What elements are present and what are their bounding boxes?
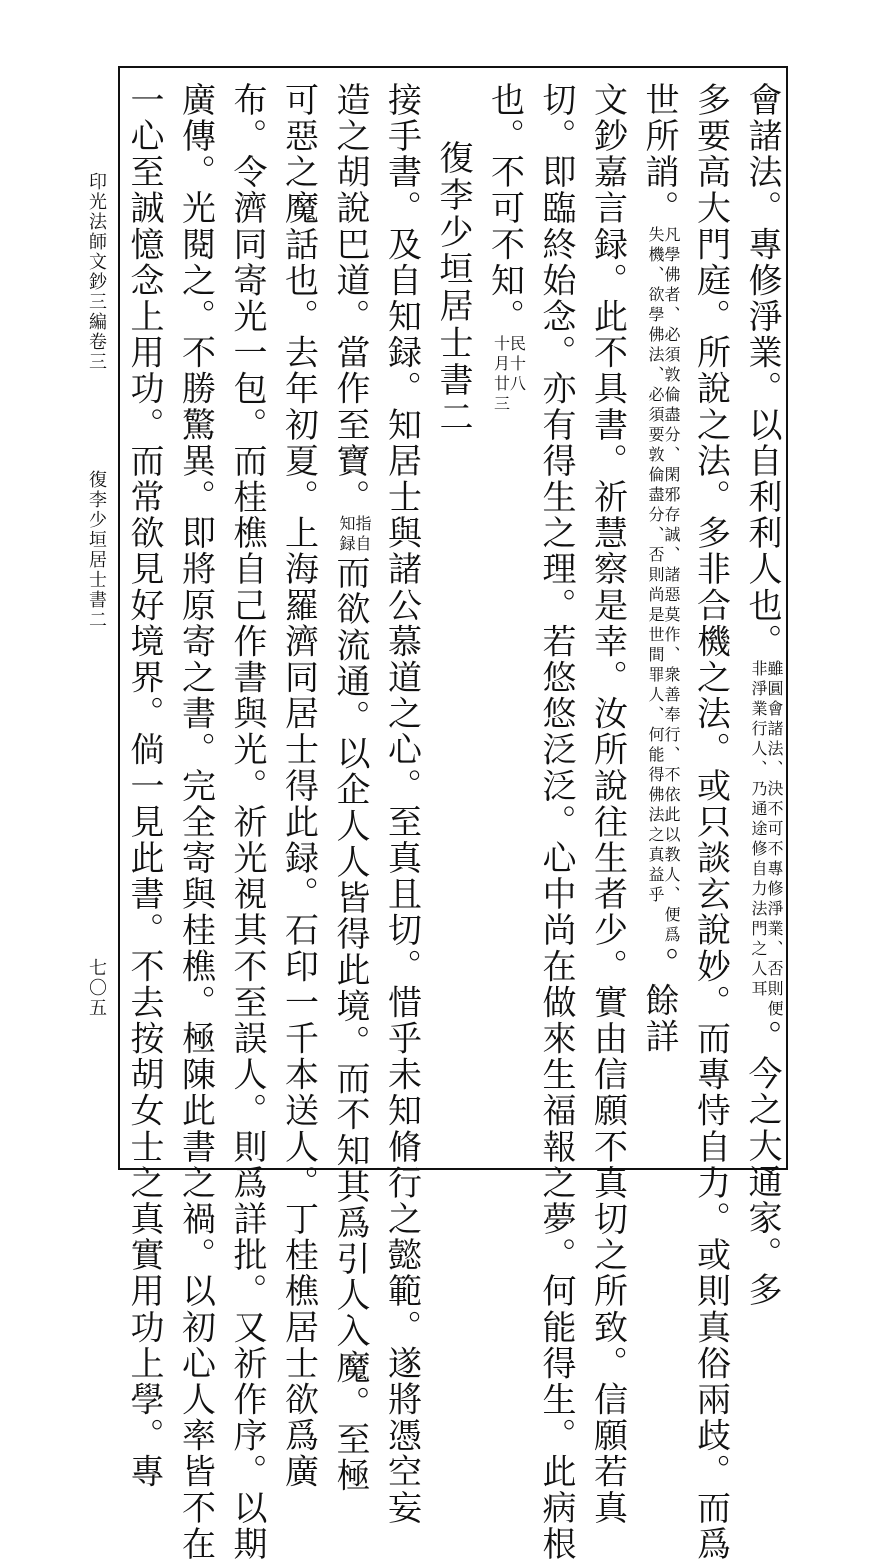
note-line: 凡學佛者、必須敦倫盡分、閑邪存誠、諸惡莫作、衆善奉行、不依此以教人、便爲 [662,226,681,947]
text-column [742,82,784,1309]
text-run: 接手書。及自知録。知居士與諸公慕道之心。至真且切。惜乎未知脩行之懿範。遂將憑空妄 [381,82,422,1526]
note-line: 知録 [337,515,356,556]
text-run: 會諸法。專修淨業。以自利利人也。 [742,82,782,660]
letter-heading [433,140,473,1220]
text-run: 布。令濟同寄光一包。而桂樵自己作書與光。祈光視其不至誤人。則爲詳批。又祈作序。以期 [227,82,267,1562]
text-column [330,82,372,1494]
text-run: 也。不可不知。 [484,82,525,335]
text-run: 多要高大門庭。所說之法。多非合機之法。或只談玄說妙。而專恃自力。或則真俗兩歧。而爲 [690,82,731,1562]
note-line: 失機、欲學佛法、必須要敦倫盡分、否則尚是世間罪人、何能得佛法之真益乎 [646,226,665,907]
book-title: 印光法師文鈔三編卷三 [86,172,107,372]
text-run: 文鈔嘉言録。此不具書。祈慧察是幸。汝所說往生者少。實由信願不真切之所致。信願若真 [587,82,628,1526]
text-run: 。餘詳 [639,946,679,1055]
text-run: 。今之大通家。多 [742,1019,782,1309]
text-column [536,82,576,1562]
frame-left-line [118,66,120,1170]
text-column [227,82,267,1562]
text-column [639,82,679,1162]
interlinear-note [750,660,782,1020]
section-title: 復李少垣居士書二 [86,470,107,630]
text-run: 復李少垣居士書二 [433,140,473,436]
text-run: 世所誚。 [639,82,679,227]
text-run: 造之胡說巴道。當作至寶。 [330,82,370,516]
text-run: 切。即臨終始念。亦有得生之理。若悠悠泛泛。心中尚在做來生福報之夢。何能得生。此病根 [536,82,576,1562]
note-line: 十月廿三 [491,334,511,415]
text-column [124,82,164,1490]
note-line: 指自 [353,515,372,556]
text-column [278,82,319,1490]
note-line: 非淨業行人、乃通途修自力法門之人耳 [749,659,768,1000]
page-number: 七〇五 [86,958,107,1018]
interlinear-note [493,335,525,415]
interlinear-note [338,515,370,555]
interlinear-note [647,226,679,946]
text-run: 可惡之魔話也。去年初夏。上海羅濟同居士得此録。石印一千本送人。丁桂樵居士欲爲廣 [278,82,319,1490]
text-column [485,82,525,1162]
text-column [587,82,628,1526]
note-line: 民十八 [507,334,527,395]
text-run: 廣傳。光閱之。不勝驚異。即將原寄之書。完全寄與桂樵。極陳此書之禍。以初心人率皆不在 [175,82,216,1562]
text-run: 一心至誠憶念上用功。而常欲見好境界。倘一見此書。不去按胡女士之真實用功上學。專 [124,82,164,1490]
text-column [175,82,216,1562]
note-line: 雖圓會諸法、決不可不專修淨業、否則便 [765,659,784,1020]
frame-right-line [786,66,788,1170]
text-column [381,82,422,1526]
frame-top-line [118,66,788,68]
text-run: 而欲流通。以企人人皆得此境。而不知其爲引人入魔。至極 [330,555,370,1494]
text-column [690,82,731,1562]
